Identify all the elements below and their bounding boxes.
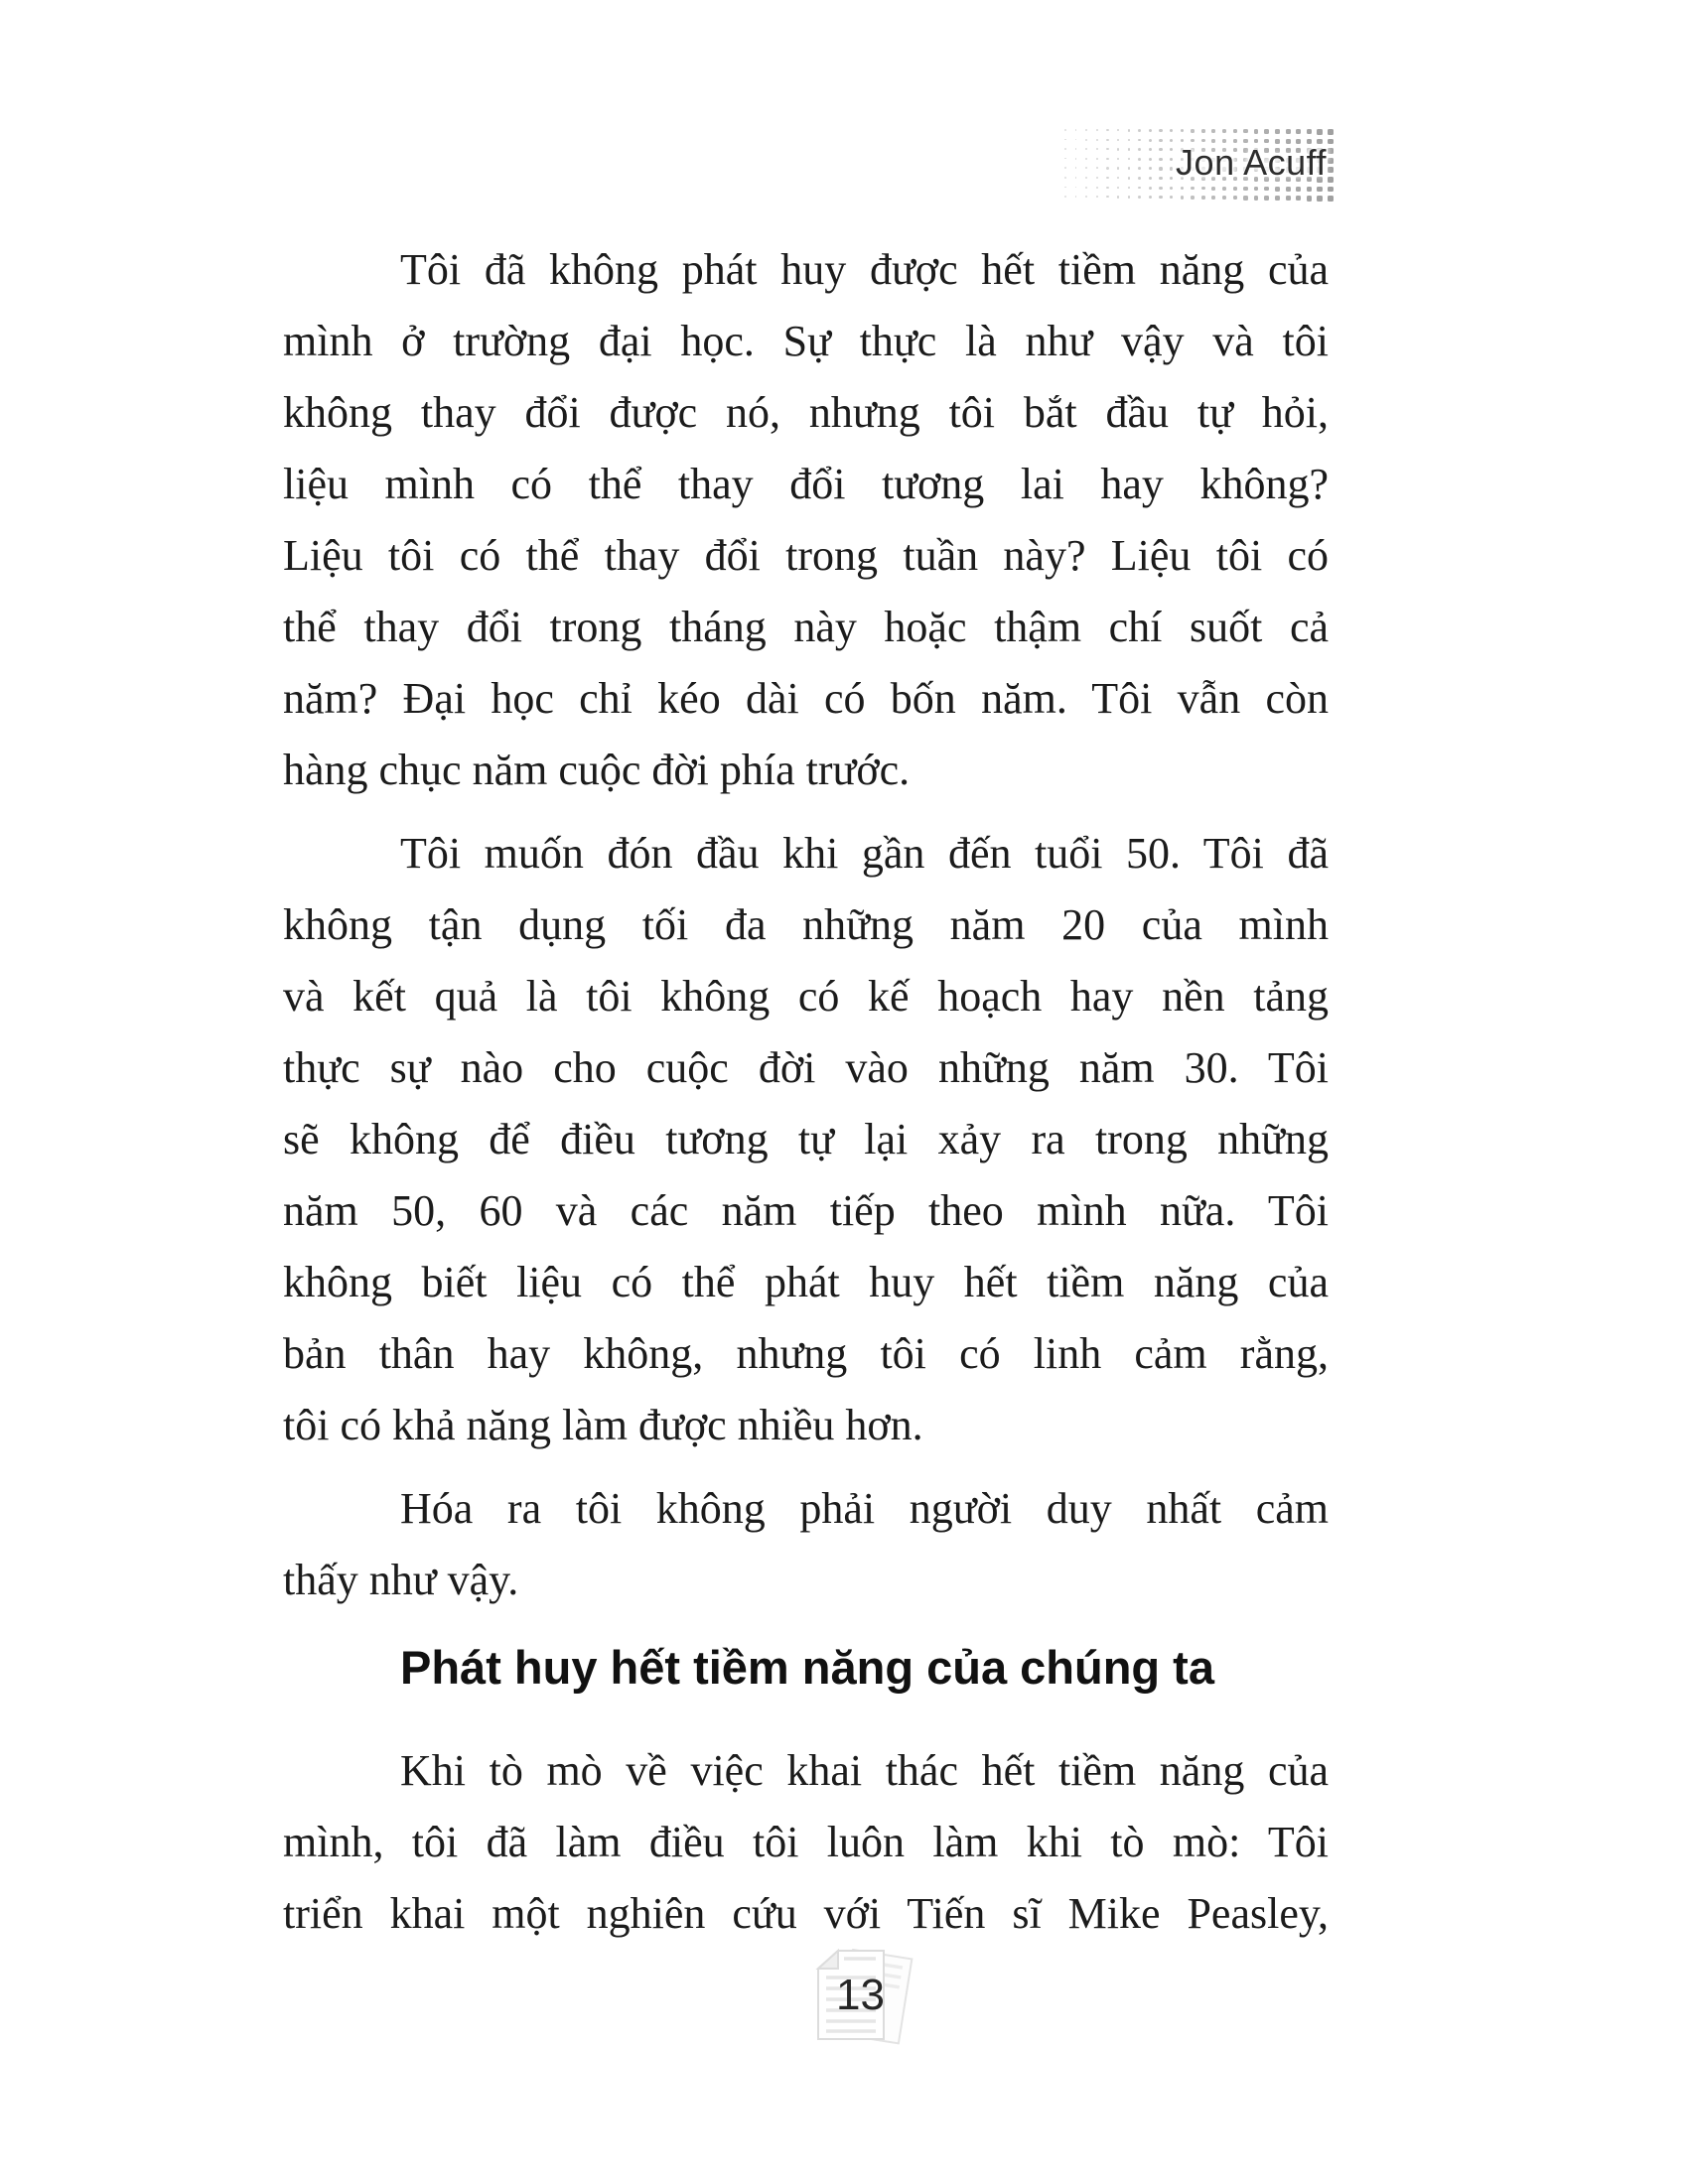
text-line: không tận dụng tối đa những năm 20 của mình <box>283 900 1329 949</box>
text-line: sẽ không để điều tương tự lại xảy ra trong những <box>283 1115 1329 1163</box>
text-line: Liệu tôi có thể thay đổi trong tuần này? Liệu tôi có <box>283 531 1329 580</box>
text-line: năm? Đại học chỉ kéo dài có bốn năm. Tôi vẫn còn <box>283 674 1329 723</box>
text-line: và kết quả là tôi không có kế hoạch hay nền tảng <box>283 972 1329 1021</box>
text-line: Khi tò mò về việc khai thác hết tiềm năng của <box>400 1746 1329 1795</box>
text-line: triển khai một nghiên cứu với Tiến sĩ Mike Peasley, <box>283 1889 1329 1938</box>
page-number: 13 <box>836 1971 885 2019</box>
paragraph <box>283 234 1329 806</box>
text-line: không biết liệu có thể phát huy hết tiềm năng của <box>283 1258 1329 1306</box>
text-line: Tôi muốn đón đầu khi gần đến tuổi 50. Tôi đã <box>400 829 1329 878</box>
text-line: Hóa ra tôi không phải người duy nhất cảm <box>400 1484 1329 1533</box>
text-line: Tôi đã không phát huy được hết tiềm năng của <box>400 245 1329 294</box>
page-content <box>283 0 1329 1950</box>
author-name: Jon Acuff <box>1176 142 1327 183</box>
paragraph <box>283 1735 1329 1950</box>
text-line: năm 50, 60 và các năm tiếp theo mình nữa. Tôi <box>283 1186 1329 1235</box>
text-line: mình, tôi đã làm điều tôi luôn làm khi tò mò: Tôi <box>283 1818 1329 1866</box>
text-line: mình ở trường đại học. Sự thực là như vậy và tôi <box>283 317 1329 365</box>
text-line: bản thân hay không, nhưng tôi có linh cảm rằng, <box>283 1329 1329 1378</box>
text-line: liệu mình có thể thay đổi tương lai hay không? <box>283 460 1329 508</box>
text-line: không thay đổi được nó, nhưng tôi bắt đầu tự hỏi, <box>283 388 1329 437</box>
text-line: tôi có khả năng làm được nhiều hơn. <box>283 1401 923 1449</box>
text-line: thực sự nào cho cuộc đời vào những năm 30. Tôi <box>283 1043 1329 1092</box>
paragraph <box>283 818 1329 1461</box>
text-line: thấy như vậy. <box>283 1556 519 1604</box>
text-line: hàng chục năm cuộc đời phía trước. <box>283 746 911 794</box>
text-line: thể thay đổi trong tháng này hoặc thậm chí suốt cả <box>283 603 1329 651</box>
page-footer <box>810 1948 914 2047</box>
section-heading: Phát huy hết tiềm năng của chúng ta <box>400 1641 1214 1694</box>
paragraph <box>283 1473 1329 1616</box>
